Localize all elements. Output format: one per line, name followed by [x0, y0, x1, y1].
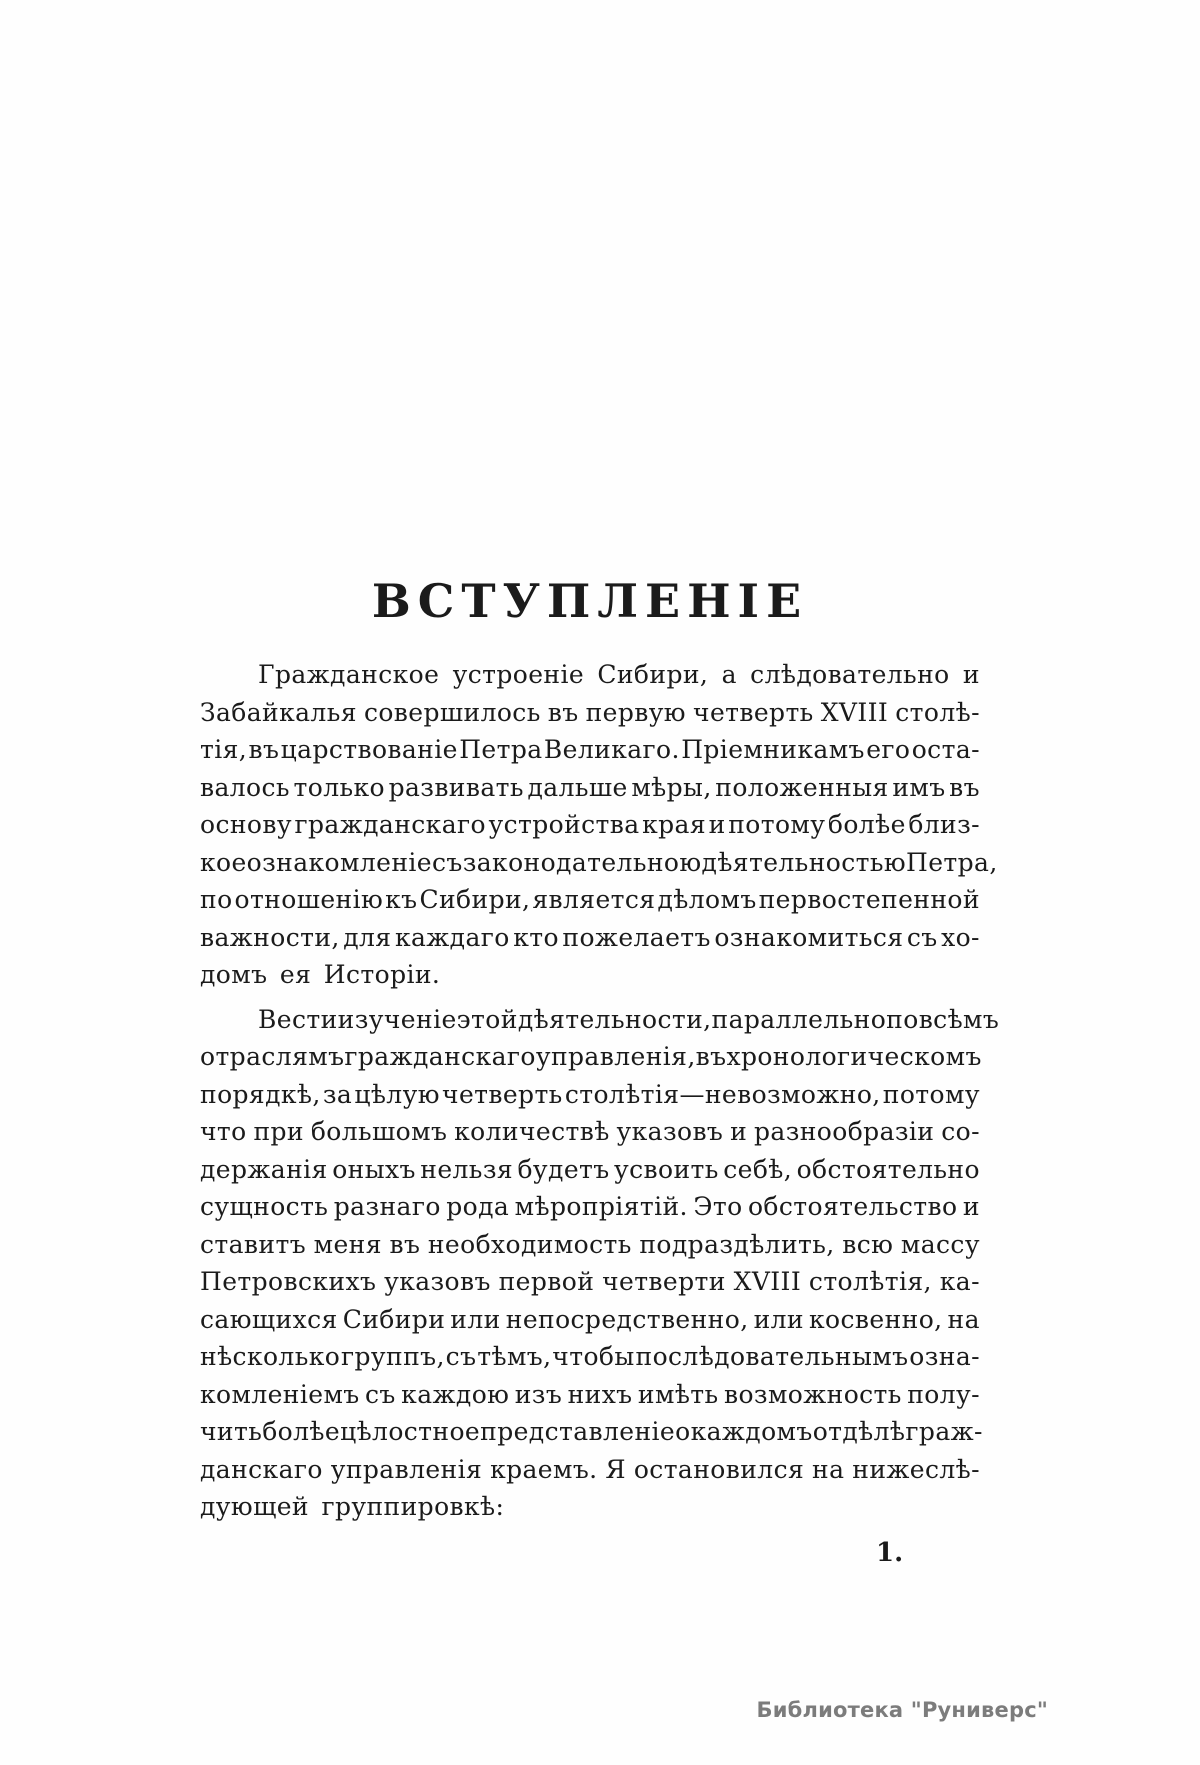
text-line: комленіемъ съ каждою изъ нихъ имѣть возможность полу- [200, 1379, 980, 1409]
text-line: домъ ея Исторіи. [200, 960, 441, 989]
text-line: сающихся Сибири или непосредственно, или косвенно, на [200, 1304, 980, 1334]
text-line: ставитъ меня въ необходимость подраздѣлить, всю массу [200, 1229, 980, 1259]
text-line: валось только развивать дальше мѣры, положенныя имъ въ [200, 772, 980, 802]
text-line: Забайкалья совершилось въ первую четверть XVIII столѣ- [200, 697, 980, 727]
text-line: кое ознакомленіе съ законодательною дѣятельностью Петра, [200, 847, 998, 877]
text-line: Петровскихъ указовъ первой четверти XVIII столѣтія, ка- [200, 1267, 980, 1296]
watermark: Библиотека "Руниверс" [756, 1698, 1048, 1722]
text-line: основу гражданскаго устройства края и потому болѣе близ- [200, 810, 980, 839]
text-line: по отношенію къ Сибири, является дѣломъ первостепенной [200, 885, 980, 914]
text-line: тія, въ царствованіе Петра Великаго. Пріемникамъ его оста- [200, 735, 980, 764]
text-line: чить болѣе цѣлостное представленіе о каждомъ отдѣлѣ граж- [200, 1417, 983, 1446]
text-line: сущность разнаго рода мѣропріятій. Это обстоятельство и [200, 1192, 980, 1221]
text-line: что при большомъ количествѣ указовъ и разнообразіи со- [200, 1117, 980, 1146]
page-number: 1. [876, 1538, 904, 1568]
text-line: нѣсколько группъ, съ тѣмъ, чтобы послѣдовательнымъ озна- [200, 1342, 980, 1371]
text-line: дующей группировкѣ: [200, 1492, 505, 1521]
paragraph-2 [200, 1004, 1000, 1530]
text-line: важности, для каждаго кто пожелаетъ ознакомиться съ хо- [200, 922, 980, 952]
paragraph-1 [200, 660, 998, 998]
text-line: Гражданское устроеніе Сибири, а слѣдовательно и [258, 660, 980, 689]
body-text [200, 660, 1000, 1530]
text-line: держанія оныхъ нельзя будетъ усвоить себѣ, обстоятельно [200, 1154, 980, 1184]
text-line: отраслямъ гражданскаго управленія, въ хронологическомъ [200, 1042, 982, 1071]
text-line: порядкѣ, за цѣлую четверть столѣтія—невозможно, потому [200, 1079, 980, 1109]
text-line: данскаго управленія краемъ. Я остановился на нижеслѣ- [200, 1454, 980, 1484]
text-line: Вести изученіе этой дѣятельности, параллельно по всѣмъ [258, 1004, 1000, 1034]
page-title: ВСТУПЛЕНІЕ [371, 574, 809, 628]
